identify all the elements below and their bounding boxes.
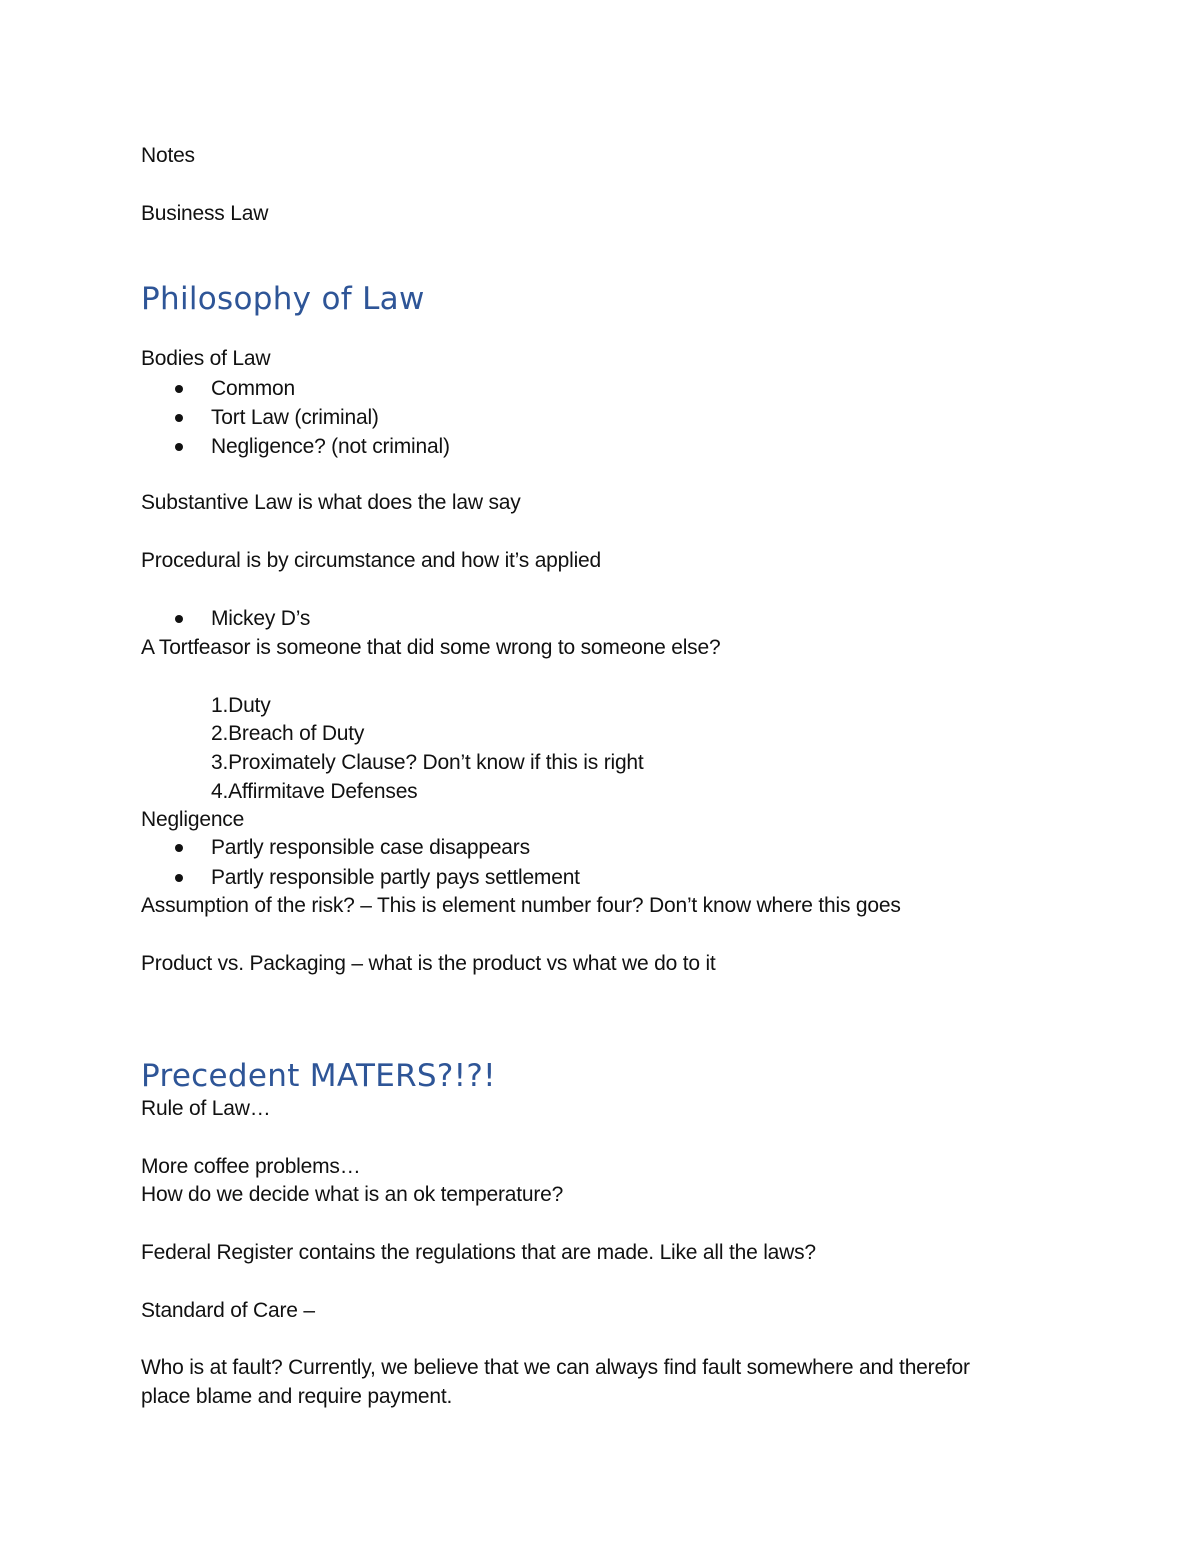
- standard-of-care-text: Standard of Care –: [141, 1299, 315, 1322]
- assumption-text: Assumption of the risk? – This is element number four? Don’t know where this goes: [141, 894, 901, 917]
- list-item: Partly responsible partly pays settlement: [211, 866, 580, 889]
- federal-register-text: Federal Register contains the regulations that are made. Like all the laws?: [141, 1241, 816, 1264]
- list-item: Common: [211, 377, 295, 400]
- element-item: 2.Breach of Duty: [211, 722, 365, 745]
- fault-text-line2: place blame and require payment.: [141, 1385, 453, 1408]
- coffee-text: More coffee problems…: [141, 1155, 361, 1178]
- list-item: Negligence? (not criminal): [211, 435, 450, 458]
- procedural-text: Procedural is by circumstance and how it’s applied: [141, 549, 602, 572]
- element-item: 4.Affirmitave Defenses: [211, 780, 418, 803]
- list-item: Mickey D’s: [211, 607, 311, 630]
- negligence-label: Negligence: [141, 808, 245, 831]
- section-heading-philosophy: Philosophy of Law: [141, 281, 425, 317]
- section-heading-precedent: Precedent MATERS?!?!: [141, 1058, 496, 1094]
- product-text: Product vs. Packaging – what is the product vs what we do to it: [141, 952, 716, 975]
- bodies-of-law-label: Bodies of Law: [141, 347, 271, 370]
- fault-text-line1: Who is at fault? Currently, we believe that we can always find fault somewhere and therefor: [141, 1356, 970, 1379]
- notes-label: Notes: [141, 144, 195, 167]
- substantive-law-text: Substantive Law is what does the law say: [141, 491, 521, 514]
- element-item: 3.Proximately Clause? Don’t know if this is right: [211, 751, 644, 774]
- temperature-text: How do we decide what is an ok temperature?: [141, 1183, 564, 1206]
- list-item: Partly responsible case disappears: [211, 836, 530, 859]
- course-title: Business Law: [141, 202, 269, 225]
- list-item: Tort Law (criminal): [211, 406, 379, 429]
- element-item: 1.Duty: [211, 694, 271, 717]
- rule-of-law-text: Rule of Law…: [141, 1097, 271, 1120]
- tortfeasor-text: A Tortfeasor is someone that did some wrong to someone else?: [141, 636, 721, 659]
